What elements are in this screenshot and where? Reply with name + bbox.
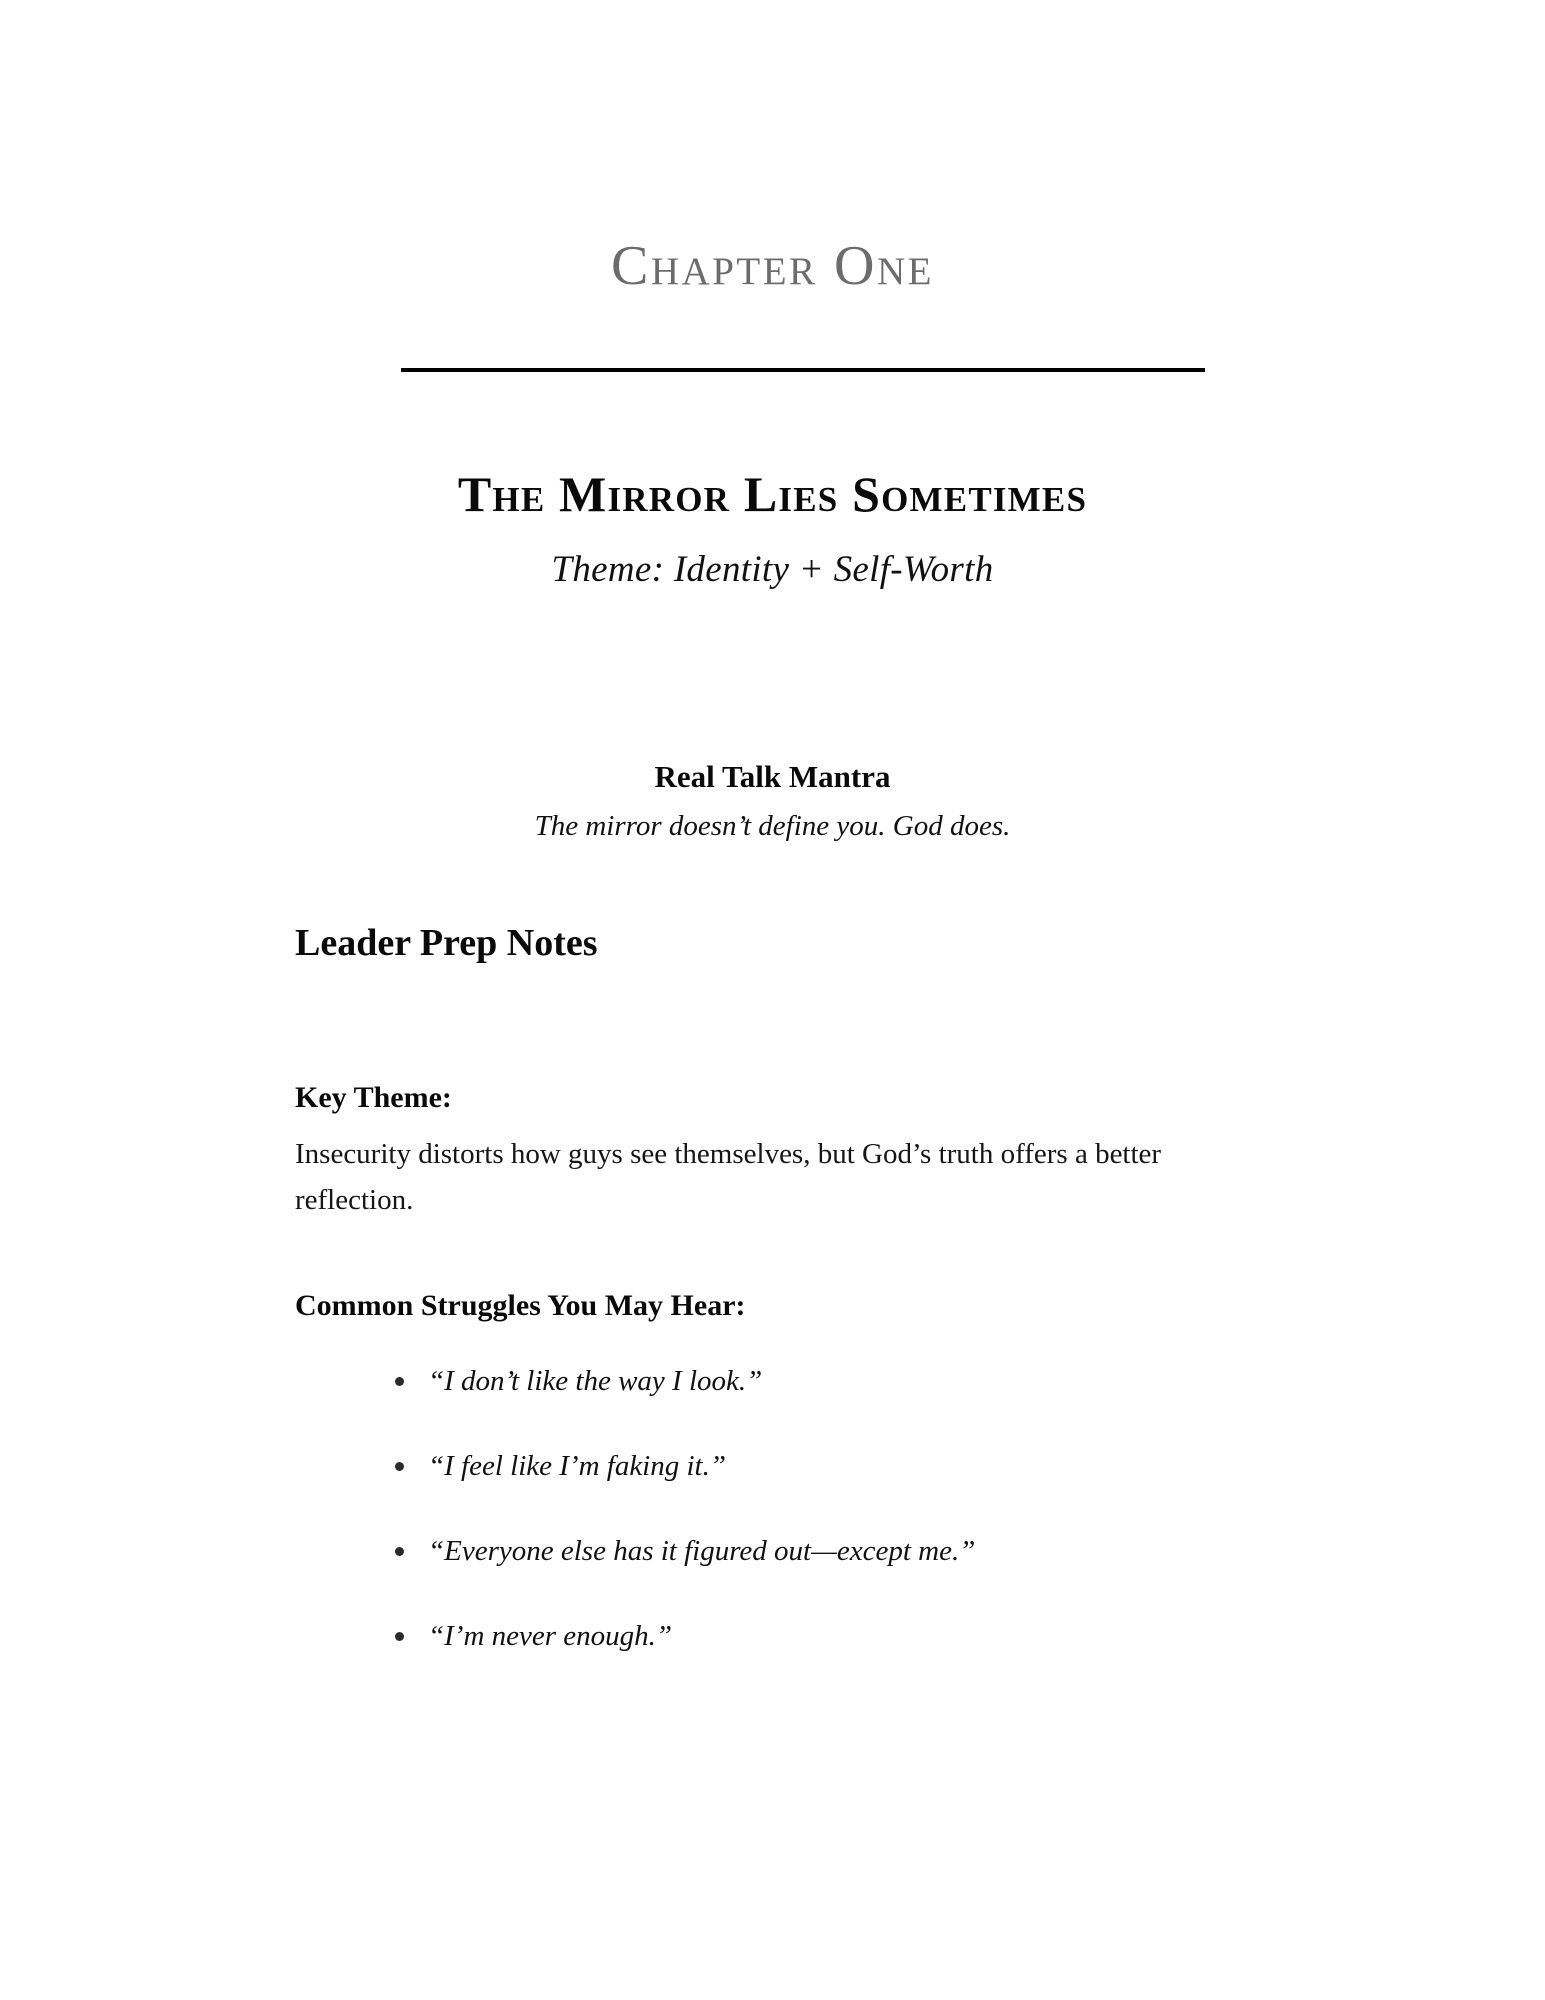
mantra-text: The mirror doesn’t define you. God does. bbox=[534, 810, 1011, 842]
bullet-dot-icon bbox=[395, 1547, 404, 1556]
common-struggles-label: Common Struggles You May Hear: bbox=[295, 1289, 746, 1323]
list-item bbox=[295, 1533, 1305, 1571]
bullet-dot-icon bbox=[395, 1632, 404, 1641]
list-item-text: “Everyone else has it figured out—except me.” bbox=[428, 1534, 976, 1567]
chapter-divider-rule bbox=[401, 368, 1205, 372]
list-item-text: “I don’t like the way I look.” bbox=[428, 1365, 763, 1398]
list-item bbox=[295, 1618, 1305, 1656]
chapter-title: The Mirror Lies Sometimes bbox=[457, 465, 1088, 522]
list-item-text: “I’m never enough.” bbox=[428, 1619, 673, 1652]
spacer bbox=[295, 968, 1305, 1078]
chapter-eyebrow: Chapter One bbox=[611, 235, 934, 297]
spacer bbox=[295, 1224, 1305, 1286]
common-struggles-list bbox=[295, 1363, 1305, 1655]
mantra-heading: Real Talk Mantra bbox=[654, 759, 891, 794]
body-column bbox=[295, 920, 1305, 1655]
bullet-dot-icon bbox=[395, 1377, 404, 1386]
list-item bbox=[295, 1448, 1305, 1486]
spacer bbox=[295, 1117, 1305, 1131]
list-item-text: “I feel like I’m faking it.” bbox=[428, 1450, 726, 1483]
list-item bbox=[295, 1363, 1305, 1401]
leader-prep-notes-heading: Leader Prep Notes bbox=[295, 922, 598, 964]
chapter-theme-line: Theme: Identity + Self-Worth bbox=[551, 549, 994, 590]
bullet-dot-icon bbox=[395, 1462, 404, 1471]
key-theme-label: Key Theme: bbox=[295, 1080, 452, 1114]
key-theme-body: Insecurity distorts how guys see themselves, but God’s truth offers a better reflection. bbox=[295, 1137, 1162, 1217]
